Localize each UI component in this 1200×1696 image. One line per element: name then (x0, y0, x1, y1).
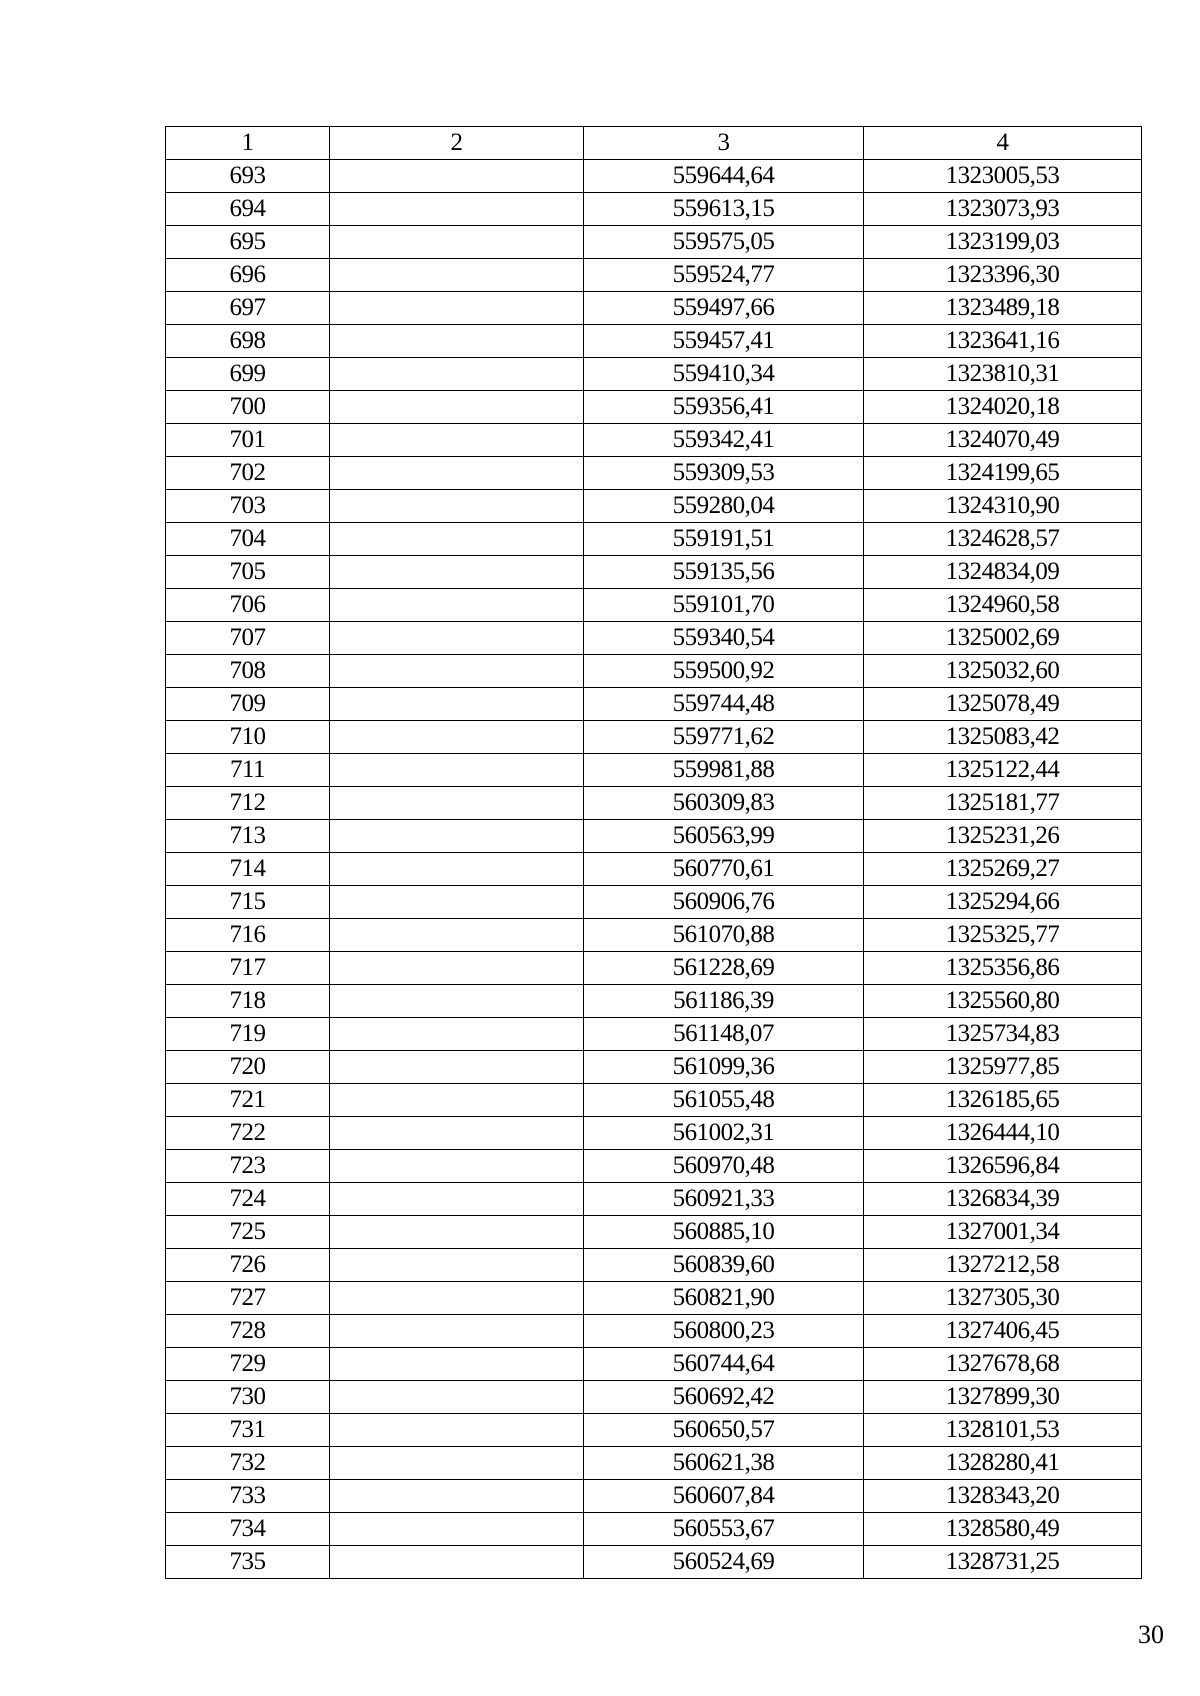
point-number-cell: 722 (166, 1117, 330, 1150)
coordinate-x-cell: 560650,57 (584, 1414, 864, 1447)
table-row (166, 1546, 1142, 1579)
column-2-cell (330, 490, 584, 523)
table-row (166, 292, 1142, 325)
coordinate-y-cell: 1328580,49 (864, 1513, 1142, 1546)
column-2-cell (330, 655, 584, 688)
column-2-cell (330, 1150, 584, 1183)
point-number-cell: 696 (166, 259, 330, 292)
column-2-cell (330, 1282, 584, 1315)
table-row (166, 589, 1142, 622)
coordinate-x-cell: 559309,53 (584, 457, 864, 490)
table-row (166, 1282, 1142, 1315)
table-row (166, 1051, 1142, 1084)
coordinate-y-cell: 1325231,26 (864, 820, 1142, 853)
table-row (166, 886, 1142, 919)
column-2-cell (330, 721, 584, 754)
column-2-cell (330, 358, 584, 391)
point-number-cell: 707 (166, 622, 330, 655)
coordinate-y-cell: 1326185,65 (864, 1084, 1142, 1117)
column-2-cell (330, 820, 584, 853)
coordinate-y-cell: 1323199,03 (864, 226, 1142, 259)
column-2-cell (330, 193, 584, 226)
column-2-cell (330, 325, 584, 358)
coordinate-x-cell: 559457,41 (584, 325, 864, 358)
point-number-cell: 693 (166, 160, 330, 193)
coordinate-x-cell: 560744,64 (584, 1348, 864, 1381)
point-number-cell: 732 (166, 1447, 330, 1480)
table-row (166, 523, 1142, 556)
column-2-cell (330, 1183, 584, 1216)
point-number-cell: 735 (166, 1546, 330, 1579)
coordinate-x-cell: 559771,62 (584, 721, 864, 754)
table-row (166, 754, 1142, 787)
coordinate-x-cell: 561228,69 (584, 952, 864, 985)
column-2-cell (330, 160, 584, 193)
point-number-cell: 729 (166, 1348, 330, 1381)
point-number-cell: 710 (166, 721, 330, 754)
coordinate-x-cell: 561055,48 (584, 1084, 864, 1117)
table-row (166, 160, 1142, 193)
column-2-cell (330, 589, 584, 622)
coordinate-x-cell: 560839,60 (584, 1249, 864, 1282)
coordinate-y-cell: 1324070,49 (864, 424, 1142, 457)
column-2-cell (330, 292, 584, 325)
point-number-cell: 709 (166, 688, 330, 721)
coordinate-x-cell: 559981,88 (584, 754, 864, 787)
coordinate-y-cell: 1323810,31 (864, 358, 1142, 391)
table-row (166, 688, 1142, 721)
column-2-cell (330, 1117, 584, 1150)
coordinate-y-cell: 1327406,45 (864, 1315, 1142, 1348)
point-number-cell: 723 (166, 1150, 330, 1183)
coordinate-x-cell: 559410,34 (584, 358, 864, 391)
coordinate-y-cell: 1325560,80 (864, 985, 1142, 1018)
point-number-cell: 724 (166, 1183, 330, 1216)
coordinate-y-cell: 1323073,93 (864, 193, 1142, 226)
column-2-cell (330, 985, 584, 1018)
column-2-cell (330, 1018, 584, 1051)
page-number: 30 (1138, 1620, 1164, 1649)
coordinate-x-cell: 561148,07 (584, 1018, 864, 1051)
column-2-cell (330, 1051, 584, 1084)
coordinate-x-cell: 560692,42 (584, 1381, 864, 1414)
header-cell-col-3: 3 (584, 127, 864, 160)
header-cell-col-1: 1 (166, 127, 330, 160)
coordinate-y-cell: 1326444,10 (864, 1117, 1142, 1150)
header-cell-col-4: 4 (864, 127, 1142, 160)
table-row (166, 193, 1142, 226)
coordinate-x-cell: 560885,10 (584, 1216, 864, 1249)
table-row (166, 1480, 1142, 1513)
coordinate-x-cell: 560553,67 (584, 1513, 864, 1546)
coordinate-y-cell: 1323489,18 (864, 292, 1142, 325)
coordinate-y-cell: 1323005,53 (864, 160, 1142, 193)
table-row (166, 358, 1142, 391)
coordinate-x-cell: 560309,83 (584, 787, 864, 820)
coordinate-x-cell: 559101,70 (584, 589, 864, 622)
coordinate-y-cell: 1326596,84 (864, 1150, 1142, 1183)
table-row (166, 325, 1142, 358)
point-number-cell: 712 (166, 787, 330, 820)
table-row (166, 1183, 1142, 1216)
coordinate-x-cell: 559575,05 (584, 226, 864, 259)
table-row (166, 1414, 1142, 1447)
coordinate-y-cell: 1325032,60 (864, 655, 1142, 688)
column-2-cell (330, 754, 584, 787)
coordinate-x-cell: 559500,92 (584, 655, 864, 688)
point-number-cell: 725 (166, 1216, 330, 1249)
table-row (166, 1216, 1142, 1249)
coordinate-x-cell: 560800,23 (584, 1315, 864, 1348)
table-row (166, 259, 1142, 292)
point-number-cell: 733 (166, 1480, 330, 1513)
table-row (166, 1018, 1142, 1051)
column-2-cell (330, 457, 584, 490)
coordinate-y-cell: 1328101,53 (864, 1414, 1142, 1447)
point-number-cell: 711 (166, 754, 330, 787)
column-2-cell (330, 1513, 584, 1546)
coordinate-y-cell: 1325325,77 (864, 919, 1142, 952)
coordinate-x-cell: 559613,15 (584, 193, 864, 226)
column-2-cell (330, 919, 584, 952)
point-number-cell: 713 (166, 820, 330, 853)
point-number-cell: 703 (166, 490, 330, 523)
table-row (166, 1381, 1142, 1414)
coordinate-x-cell: 559524,77 (584, 259, 864, 292)
coordinate-y-cell: 1328731,25 (864, 1546, 1142, 1579)
coordinate-y-cell: 1327899,30 (864, 1381, 1142, 1414)
table-row (166, 985, 1142, 1018)
table-row (166, 226, 1142, 259)
point-number-cell: 728 (166, 1315, 330, 1348)
coordinate-x-cell: 561099,36 (584, 1051, 864, 1084)
point-number-cell: 731 (166, 1414, 330, 1447)
point-number-cell: 734 (166, 1513, 330, 1546)
coordinate-x-cell: 560821,90 (584, 1282, 864, 1315)
column-2-cell (330, 1348, 584, 1381)
table-row (166, 490, 1142, 523)
column-2-cell (330, 556, 584, 589)
coordinate-y-cell: 1325002,69 (864, 622, 1142, 655)
column-2-cell (330, 424, 584, 457)
column-2-cell (330, 787, 584, 820)
table-row (166, 622, 1142, 655)
coordinate-x-cell: 559191,51 (584, 523, 864, 556)
column-2-cell (330, 1084, 584, 1117)
point-number-cell: 701 (166, 424, 330, 457)
point-number-cell: 721 (166, 1084, 330, 1117)
coordinates-table (165, 126, 1142, 1579)
table-row (166, 1150, 1142, 1183)
column-2-cell (330, 1315, 584, 1348)
coordinate-y-cell: 1326834,39 (864, 1183, 1142, 1216)
table-row (166, 721, 1142, 754)
column-2-cell (330, 1249, 584, 1282)
point-number-cell: 697 (166, 292, 330, 325)
column-2-cell (330, 886, 584, 919)
coordinate-y-cell: 1324020,18 (864, 391, 1142, 424)
coordinate-x-cell: 561070,88 (584, 919, 864, 952)
point-number-cell: 715 (166, 886, 330, 919)
coordinate-x-cell: 560970,48 (584, 1150, 864, 1183)
coordinate-y-cell: 1325294,66 (864, 886, 1142, 919)
coordinate-y-cell: 1323396,30 (864, 259, 1142, 292)
table-header (166, 127, 1142, 160)
column-2-cell (330, 1447, 584, 1480)
point-number-cell: 702 (166, 457, 330, 490)
point-number-cell: 730 (166, 1381, 330, 1414)
column-2-cell (330, 226, 584, 259)
table-row (166, 556, 1142, 589)
coordinate-y-cell: 1324834,09 (864, 556, 1142, 589)
coordinate-y-cell: 1324628,57 (864, 523, 1142, 556)
table-row (166, 457, 1142, 490)
coordinate-y-cell: 1328343,20 (864, 1480, 1142, 1513)
column-2-cell (330, 1216, 584, 1249)
point-number-cell: 704 (166, 523, 330, 556)
table-row (166, 391, 1142, 424)
coordinate-y-cell: 1325083,42 (864, 721, 1142, 754)
point-number-cell: 720 (166, 1051, 330, 1084)
point-number-cell: 705 (166, 556, 330, 589)
table-row (166, 1249, 1142, 1282)
table-row (166, 820, 1142, 853)
coordinate-y-cell: 1327678,68 (864, 1348, 1142, 1381)
table-row (166, 787, 1142, 820)
coordinate-x-cell: 559744,48 (584, 688, 864, 721)
table-row (166, 1315, 1142, 1348)
coordinate-x-cell: 560921,33 (584, 1183, 864, 1216)
point-number-cell: 716 (166, 919, 330, 952)
table-row (166, 952, 1142, 985)
coordinate-x-cell: 559644,64 (584, 160, 864, 193)
point-number-cell: 718 (166, 985, 330, 1018)
point-number-cell: 695 (166, 226, 330, 259)
coordinate-y-cell: 1328280,41 (864, 1447, 1142, 1480)
point-number-cell: 719 (166, 1018, 330, 1051)
column-2-cell (330, 523, 584, 556)
header-cell-col-2: 2 (330, 127, 584, 160)
point-number-cell: 706 (166, 589, 330, 622)
coordinate-y-cell: 1324960,58 (864, 589, 1142, 622)
coordinate-x-cell: 559340,54 (584, 622, 864, 655)
coordinate-x-cell: 561002,31 (584, 1117, 864, 1150)
column-2-cell (330, 1480, 584, 1513)
coordinate-y-cell: 1324199,65 (864, 457, 1142, 490)
header-row (166, 127, 1142, 160)
column-2-cell (330, 391, 584, 424)
coordinate-y-cell: 1327305,30 (864, 1282, 1142, 1315)
table-row (166, 1348, 1142, 1381)
coordinate-x-cell: 559135,56 (584, 556, 864, 589)
point-number-cell: 698 (166, 325, 330, 358)
table-row (166, 1447, 1142, 1480)
coordinate-y-cell: 1324310,90 (864, 490, 1142, 523)
coordinate-y-cell: 1325181,77 (864, 787, 1142, 820)
point-number-cell: 694 (166, 193, 330, 226)
table-row (166, 1084, 1142, 1117)
column-2-cell (330, 688, 584, 721)
coordinate-y-cell: 1327212,58 (864, 1249, 1142, 1282)
column-2-cell (330, 1414, 584, 1447)
table-row (166, 919, 1142, 952)
coordinate-y-cell: 1325122,44 (864, 754, 1142, 787)
coordinate-x-cell: 560563,99 (584, 820, 864, 853)
coordinate-x-cell: 559280,04 (584, 490, 864, 523)
table-row (166, 1513, 1142, 1546)
coordinate-y-cell: 1325734,83 (864, 1018, 1142, 1051)
coordinate-x-cell: 560906,76 (584, 886, 864, 919)
coordinate-y-cell: 1325269,27 (864, 853, 1142, 886)
point-number-cell: 727 (166, 1282, 330, 1315)
point-number-cell: 700 (166, 391, 330, 424)
column-2-cell (330, 1381, 584, 1414)
point-number-cell: 717 (166, 952, 330, 985)
coordinate-y-cell: 1325078,49 (864, 688, 1142, 721)
coordinate-y-cell: 1325356,86 (864, 952, 1142, 985)
coordinate-y-cell: 1327001,34 (864, 1216, 1142, 1249)
coordinate-x-cell: 559342,41 (584, 424, 864, 457)
coordinate-x-cell: 561186,39 (584, 985, 864, 1018)
column-2-cell (330, 622, 584, 655)
coordinate-x-cell: 560621,38 (584, 1447, 864, 1480)
coordinate-x-cell: 560524,69 (584, 1546, 864, 1579)
point-number-cell: 726 (166, 1249, 330, 1282)
point-number-cell: 714 (166, 853, 330, 886)
table-row (166, 655, 1142, 688)
coordinate-x-cell: 560607,84 (584, 1480, 864, 1513)
point-number-cell: 708 (166, 655, 330, 688)
column-2-cell (330, 259, 584, 292)
table-row (166, 853, 1142, 886)
table-row (166, 1117, 1142, 1150)
coordinate-y-cell: 1325977,85 (864, 1051, 1142, 1084)
coordinate-x-cell: 559497,66 (584, 292, 864, 325)
coordinate-x-cell: 559356,41 (584, 391, 864, 424)
column-2-cell (330, 853, 584, 886)
coordinate-x-cell: 560770,61 (584, 853, 864, 886)
column-2-cell (330, 952, 584, 985)
coordinate-y-cell: 1323641,16 (864, 325, 1142, 358)
column-2-cell (330, 1546, 584, 1579)
point-number-cell: 699 (166, 358, 330, 391)
table-body (166, 160, 1142, 1579)
table-row (166, 424, 1142, 457)
